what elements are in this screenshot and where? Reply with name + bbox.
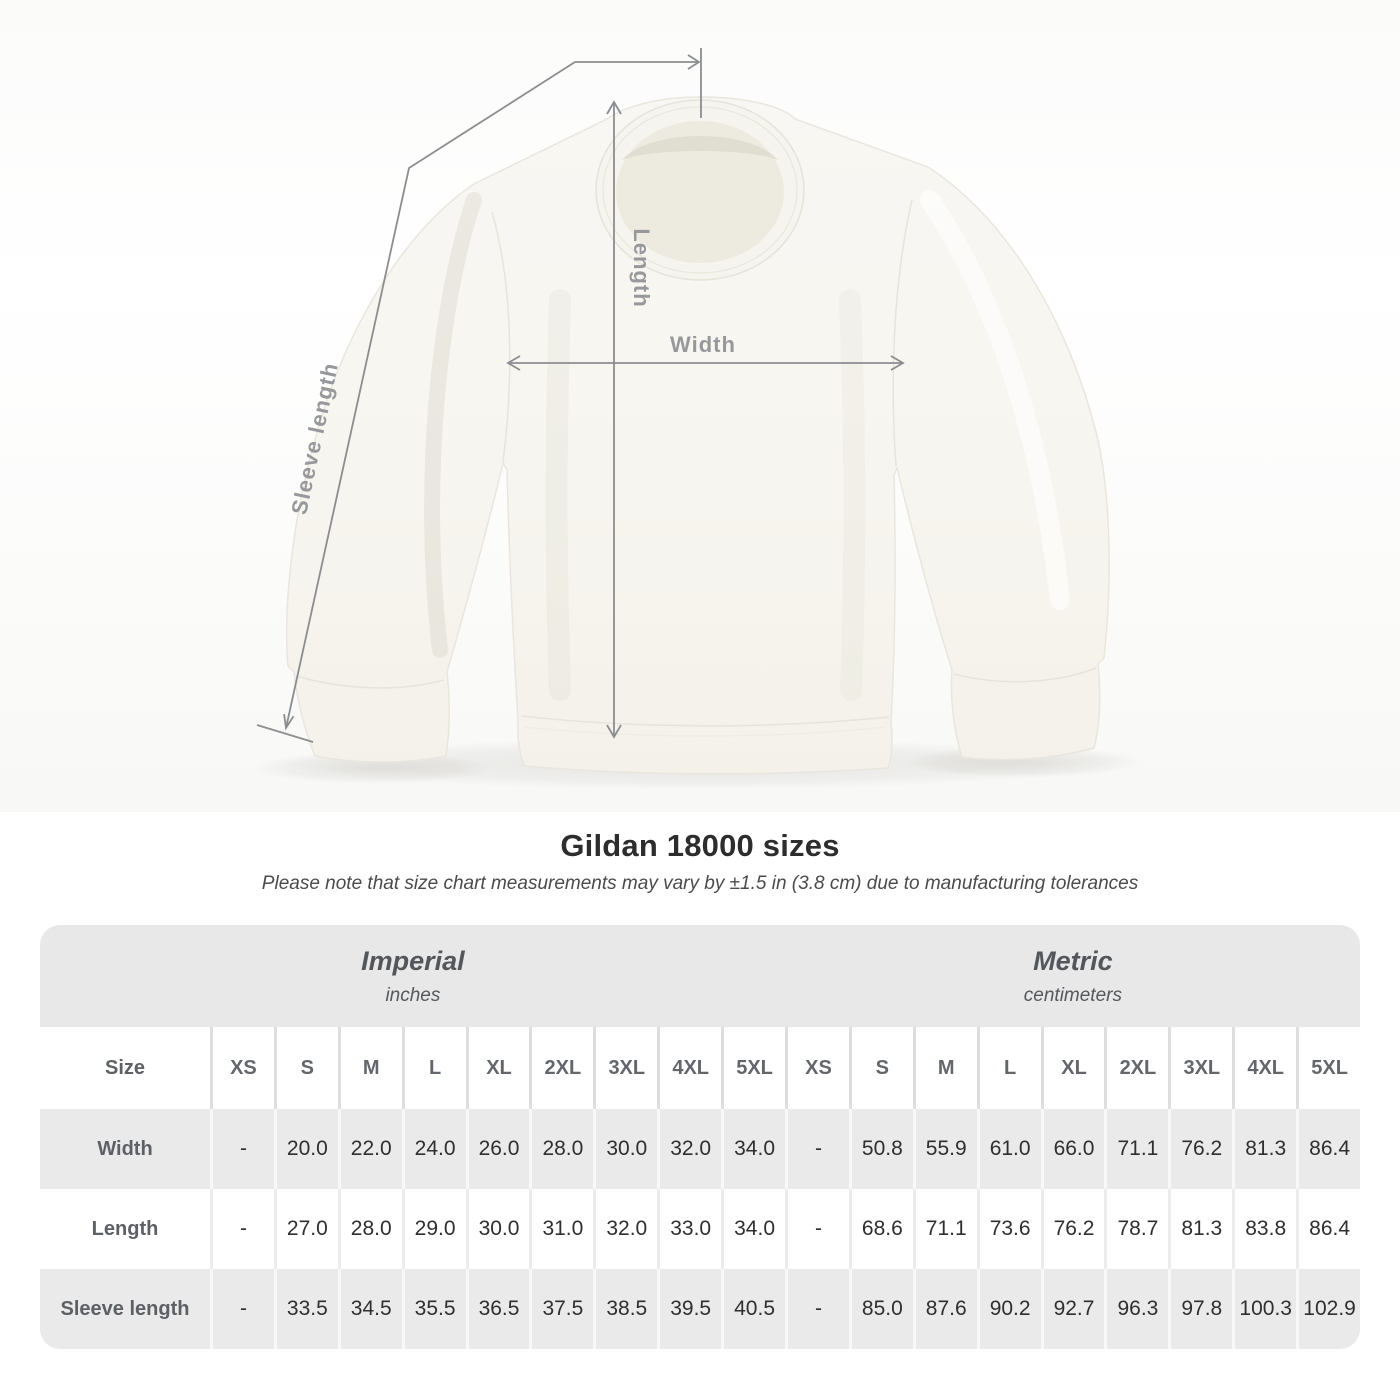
length-value-cell: 78.7 xyxy=(1104,1189,1168,1269)
sleeve-length-value-cell: 100.3 xyxy=(1232,1269,1296,1349)
width-value-cell: 22.0 xyxy=(338,1109,402,1189)
width-value-cell: 81.3 xyxy=(1232,1109,1296,1189)
size-column-header: M xyxy=(913,1027,977,1109)
length-value-cell: 71.1 xyxy=(913,1189,977,1269)
length-value-cell: 33.0 xyxy=(657,1189,721,1269)
size-header-row xyxy=(40,1027,1360,1109)
length-value-cell: 28.0 xyxy=(338,1189,402,1269)
sleeve-length-row xyxy=(40,1269,1360,1349)
sleeve-length-value-cell: 34.5 xyxy=(338,1269,402,1349)
size-column-header: 2XL xyxy=(1104,1027,1168,1109)
sleeve-length-value-cell: 35.5 xyxy=(402,1269,466,1349)
row-label-width: Width xyxy=(97,1137,153,1160)
width-value-cell: 71.1 xyxy=(1104,1109,1168,1189)
sleeve-length-value-cell: 39.5 xyxy=(657,1269,721,1349)
size-column-header: L xyxy=(977,1027,1041,1109)
length-row xyxy=(40,1189,1360,1269)
size-column-header: XS xyxy=(210,1027,274,1109)
size-column-header: XL xyxy=(466,1027,530,1109)
sleeve-length-value-cell: - xyxy=(785,1269,849,1349)
width-label: Width xyxy=(670,332,736,357)
unit-header xyxy=(40,925,1360,1027)
sleeve-length-value-cell: 90.2 xyxy=(977,1269,1041,1349)
imperial-title: Imperial xyxy=(361,945,465,976)
imperial-unit: inches xyxy=(385,984,441,1006)
length-value-cell: 83.8 xyxy=(1232,1189,1296,1269)
width-value-cell: 61.0 xyxy=(977,1109,1041,1189)
size-chart-table xyxy=(40,925,1360,1349)
metric-unit: centimeters xyxy=(1023,984,1122,1006)
page-title: Gildan 18000 sizes xyxy=(560,828,840,863)
width-value-cell: 24.0 xyxy=(402,1109,466,1189)
size-column-header: S xyxy=(274,1027,338,1109)
sleeve-length-value-cell: 97.8 xyxy=(1168,1269,1232,1349)
size-column-header: 3XL xyxy=(1168,1027,1232,1109)
width-value-cell: 34.0 xyxy=(721,1109,785,1189)
length-value-cell: 27.0 xyxy=(274,1189,338,1269)
size-header-label: Size xyxy=(104,1056,146,1079)
metric-title: Metric xyxy=(1033,945,1113,976)
width-value-cell: 32.0 xyxy=(657,1109,721,1189)
width-value-cell: 66.0 xyxy=(1041,1109,1105,1189)
sleeve-length-value-cell: - xyxy=(210,1269,274,1349)
size-column-header: S xyxy=(849,1027,913,1109)
width-value-cell: - xyxy=(210,1109,274,1189)
sleeve-length-value-cell: 102.9 xyxy=(1296,1269,1360,1349)
row-label-sleeve-length: Sleeve length xyxy=(60,1297,190,1320)
width-row xyxy=(40,1109,1360,1189)
length-value-cell: 29.0 xyxy=(402,1189,466,1269)
width-value-cell: 76.2 xyxy=(1168,1109,1232,1189)
width-value-cell: 28.0 xyxy=(529,1109,593,1189)
length-value-cell: 86.4 xyxy=(1296,1189,1360,1269)
size-column-header: 4XL xyxy=(1232,1027,1296,1109)
length-value-cell: 30.0 xyxy=(466,1189,530,1269)
size-column-header: 5XL xyxy=(1296,1027,1360,1109)
row-label-length: Length xyxy=(91,1217,159,1240)
length-value-cell: 32.0 xyxy=(593,1189,657,1269)
size-column-header: XS xyxy=(785,1027,849,1109)
size-column-header: L xyxy=(402,1027,466,1109)
sleeve-length-value-cell: 92.7 xyxy=(1041,1269,1105,1349)
imperial-section-header xyxy=(40,925,786,1027)
width-value-cell: 26.0 xyxy=(466,1109,530,1189)
length-value-cell: 81.3 xyxy=(1168,1189,1232,1269)
sleeve-length-value-cell: 37.5 xyxy=(529,1269,593,1349)
length-label: Length xyxy=(629,228,654,308)
sleeve-length-value-cell: 85.0 xyxy=(849,1269,913,1349)
metric-section-header xyxy=(786,925,1360,1027)
width-value-cell: 86.4 xyxy=(1296,1109,1360,1189)
length-value-cell: 76.2 xyxy=(1041,1189,1105,1269)
size-column-header: M xyxy=(338,1027,402,1109)
size-column-header: XL xyxy=(1041,1027,1105,1109)
size-column-header: 2XL xyxy=(529,1027,593,1109)
title-block xyxy=(0,828,1400,895)
width-value-cell: 30.0 xyxy=(593,1109,657,1189)
sleeve-length-label: Sleeve length xyxy=(286,360,343,517)
length-value-cell: 34.0 xyxy=(721,1189,785,1269)
tolerance-note: Please note that size chart measurements may vary by ±1.5 in (3.8 cm) due to manufacturing tolerances xyxy=(261,873,1139,894)
sleeve-length-value-cell: 38.5 xyxy=(593,1269,657,1349)
length-value-cell: 68.6 xyxy=(849,1189,913,1269)
length-value-cell: - xyxy=(785,1189,849,1269)
length-value-cell: 73.6 xyxy=(977,1189,1041,1269)
width-value-cell: - xyxy=(785,1109,849,1189)
width-value-cell: 20.0 xyxy=(274,1109,338,1189)
size-column-header: 4XL xyxy=(657,1027,721,1109)
size-column-header: 3XL xyxy=(593,1027,657,1109)
sleeve-length-value-cell: 96.3 xyxy=(1104,1269,1168,1349)
length-value-cell: - xyxy=(210,1189,274,1269)
sleeve-length-value-cell: 33.5 xyxy=(274,1269,338,1349)
size-column-header: 5XL xyxy=(721,1027,785,1109)
sleeve-length-value-cell: 40.5 xyxy=(721,1269,785,1349)
sleeve-length-value-cell: 36.5 xyxy=(466,1269,530,1349)
width-value-cell: 50.8 xyxy=(849,1109,913,1189)
width-value-cell: 55.9 xyxy=(913,1109,977,1189)
sleeve-length-value-cell: 87.6 xyxy=(913,1269,977,1349)
length-value-cell: 31.0 xyxy=(529,1189,593,1269)
